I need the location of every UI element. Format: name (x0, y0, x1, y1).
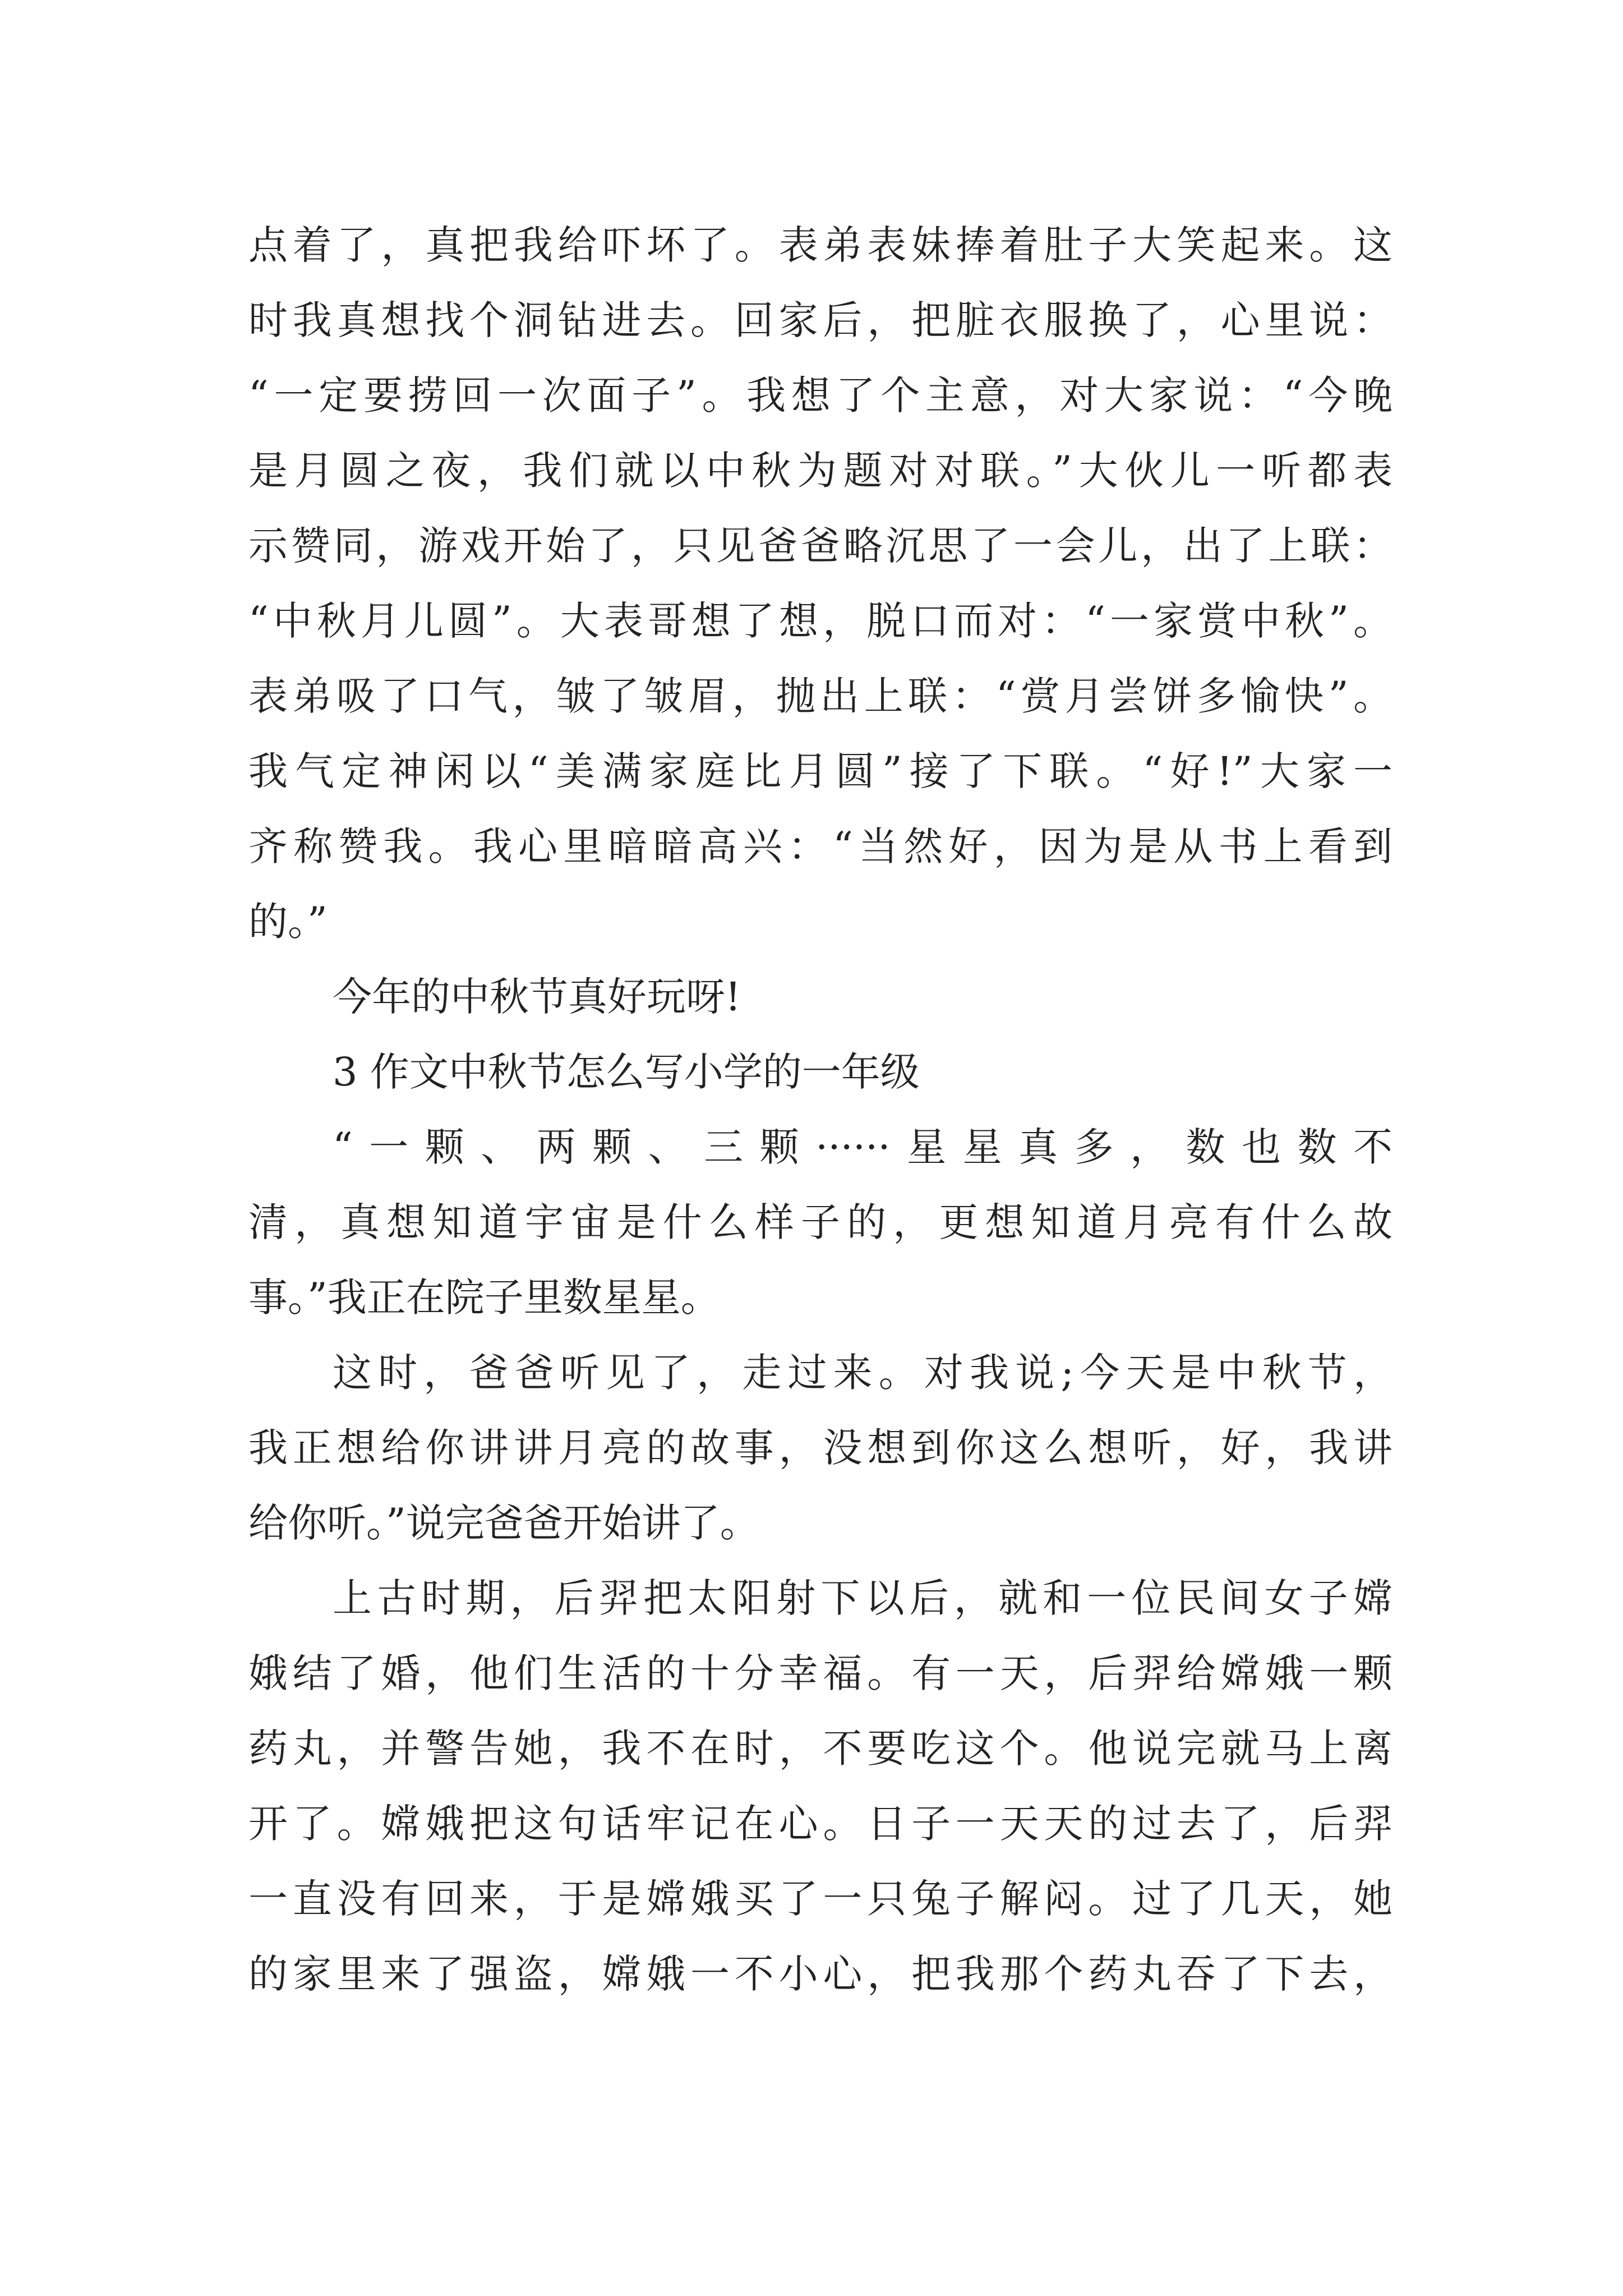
text-line: 这时，爸爸听见了，走过来。对我说;今天是中秋节， (333, 1350, 1393, 1396)
text-line: 3 作文中秋节怎么写小学的一年级 (333, 1049, 920, 1095)
text-line: 开了。嫦娥把这句话牢记在心。日子一天天的过去了，后羿 (248, 1801, 1393, 1847)
text-line: “一颗、两颗、三颗······星星真多，数也数不 (333, 1124, 1393, 1170)
text-line: 清，真想知道宇宙是什么样子的，更想知道月亮有什么故 (248, 1199, 1393, 1245)
text-line: 是月圆之夜，我们就以中秋为题对对联。”大伙儿一听都表 (248, 448, 1393, 494)
text-line: 我正想给你讲讲月亮的故事，没想到你这么想听，好，我讲 (248, 1425, 1393, 1471)
text-line: 点着了，真把我给吓坏了。表弟表妹捧着肚子大笑起来。这 (248, 222, 1393, 268)
text-line: 今年的中秋节真好玩呀! (333, 974, 741, 1020)
text-line: 时我真想找个洞钻进去。回家后，把脏衣服换了，心里说： (248, 297, 1393, 343)
text-line: 我气定神闲以“美满家庭比月圆”接了下联。“好!”大家一 (248, 748, 1393, 794)
text-line: 上古时期，后羿把太阳射下以后，就和一位民间女子嫦 (333, 1575, 1393, 1621)
text-line: 齐称赞我。我心里暗暗高兴：“当然好，因为是从书上看到 (248, 823, 1393, 869)
text-line: “一定要捞回一次面子”。我想了个主意，对大家说：“今晚 (248, 372, 1393, 418)
text-line: 一直没有回来，于是嫦娥买了一只兔子解闷。过了几天，她 (248, 1876, 1393, 1922)
text-line: 药丸，并警告她，我不在时，不要吃这个。他说完就马上离 (248, 1726, 1393, 1772)
text-line: 的家里来了强盗，嫦娥一不小心，把我那个药丸吞了下去， (248, 1951, 1393, 1997)
text-line: 表弟吸了口气，皱了皱眉，抛出上联：“赏月尝饼多愉快”。 (248, 673, 1393, 719)
text-line: 事。”我正在院子里数星星。 (248, 1274, 720, 1320)
text-line: 给你听。”说完爸爸开始讲了。 (248, 1500, 759, 1546)
text-line: 娥结了婚，他们生活的十分幸福。有一天，后羿给嫦娥一颗 (248, 1650, 1393, 1696)
body-text (248, 208, 1393, 2012)
text-line: 示赞同，游戏开始了，只见爸爸略沉思了一会儿，出了上联： (248, 523, 1393, 569)
text-line: 的。” (248, 899, 328, 945)
text-line: “中秋月儿圆”。大表哥想了想，脱口而对：“一家赏中秋”。 (248, 598, 1393, 644)
